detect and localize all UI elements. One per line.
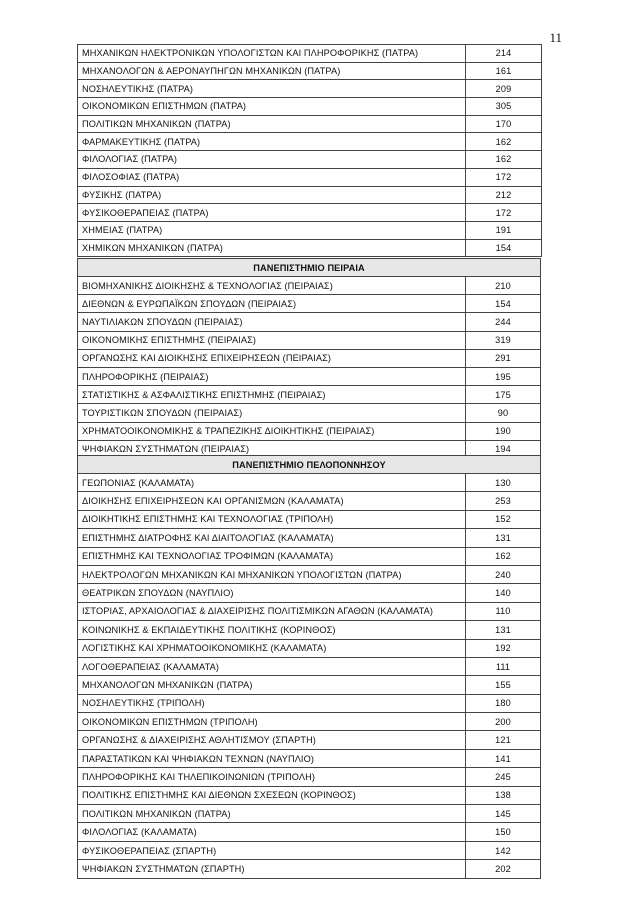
table-row [78,694,541,712]
base-score: 180 [466,694,541,712]
table-row [78,805,541,823]
base-score: 210 [466,277,541,295]
table-row [78,62,542,80]
base-score: 154 [466,295,541,313]
department-name: ΠΟΛΙΤΙΚΩΝ ΜΗΧΑΝΙΚΩΝ (ΠΑΤΡΑ) [78,115,466,133]
base-score: 214 [466,45,542,63]
department-name: ΜΗΧΑΝΟΛΟΓΩΝ ΜΗΧΑΝΙΚΩΝ (ΠΑΤΡΑ) [78,676,466,694]
department-name: ΟΡΓΑΝΩΣΗΣ & ΔΙΑΧΕΙΡΙΣΗΣ ΑΘΛΗΤΙΣΜΟΥ (ΣΠΑΡΤΗ) [78,731,466,749]
base-score: 150 [466,823,541,841]
table-row [78,786,541,804]
base-score: 192 [466,639,541,657]
table-row [78,860,541,878]
department-name: ΘΕΑΤΡΙΚΩΝ ΣΠΟΥΔΩΝ (ΝΑΥΠΛΙΟ) [78,584,466,602]
department-name: ΚΟΙΝΩΝΙΚΗΣ & ΕΚΠΑΙΔΕΥΤΙΚΗΣ ΠΟΛΙΤΙΚΗΣ (ΚΟΡΙΝΘΟΣ) [78,621,466,639]
page-number: 11 [549,30,562,45]
base-score: 245 [466,768,541,786]
department-name: ΝΑΥΤΙΛΙΑΚΩΝ ΣΠΟΥΔΩΝ (ΠΕΙΡΑΙΑΣ) [78,313,466,331]
base-score: 131 [466,529,541,547]
table-header-row [78,456,541,474]
base-score: 209 [466,80,542,98]
department-name: ΠΛΗΡΟΦΟΡΙΚΗΣ ΚΑΙ ΤΗΛΕΠΙΚΟΙΝΩΝΙΩΝ (ΤΡΙΠΟΛΗ) [78,768,466,786]
base-score: 162 [466,151,542,169]
department-name: ΦΥΣΙΚΟΘΕΡΑΠΕΙΑΣ (ΣΠΑΡΤΗ) [78,841,466,859]
department-name: ΨΗΦΙΑΚΩΝ ΣΥΣΤΗΜΑΤΩΝ (ΠΕΙΡΑΙΑΣ) [78,440,466,458]
department-name: ΔΙΟΙΚΗΣΗΣ ΕΠΙΧΕΙΡΗΣΕΩΝ ΚΑΙ ΟΡΓΑΝΙΣΜΩΝ (ΚΑΛΑΜΑΤΑ) [78,492,466,510]
department-name: ΛΟΓΙΣΤΙΚΗΣ ΚΑΙ ΧΡΗΜΑΤΟΟΙΚΟΝΟΜΙΚΗΣ (ΚΑΛΑΜΑΤΑ) [78,639,466,657]
department-name: ΙΣΤΟΡΙΑΣ, ΑΡΧΑΙΟΛΟΓΙΑΣ & ΔΙΑΧΕΙΡΙΣΗΣ ΠΟΛΙΤΙΣΜΙΚΩΝ ΑΓΑΘΩΝ (ΚΑΛΑΜΑΤΑ) [78,602,466,620]
table-row [78,547,541,565]
base-score: 142 [466,841,541,859]
base-score: 319 [466,331,541,349]
table-row [78,221,542,239]
table-row [78,239,542,257]
department-name: ΒΙΟΜΗΧΑΝΙΚΗΣ ΔΙΟΙΚΗΣΗΣ & ΤΕΧΝΟΛΟΓΙΑΣ (ΠΕΙΡΑΙΑΣ) [78,277,466,295]
table-row [78,98,542,116]
base-score: 110 [466,602,541,620]
department-name: ΦΙΛΟΛΟΓΙΑΣ (ΠΑΤΡΑ) [78,151,466,169]
table-row [78,602,541,620]
table-row [78,349,541,367]
base-score: 194 [466,440,541,458]
table-row [78,584,541,602]
table-row [78,510,541,528]
base-score: 152 [466,510,541,528]
base-score: 200 [466,713,541,731]
department-name: ΦΙΛΟΣΟΦΙΑΣ (ΠΑΤΡΑ) [78,168,466,186]
base-score: 202 [466,860,541,878]
department-name: ΔΙΕΘΝΩΝ & ΕΥΡΩΠΑΪΚΩΝ ΣΠΟΥΔΩΝ (ΠΕΙΡΑΙΑΣ) [78,295,466,313]
table-row [78,529,541,547]
base-score: 130 [466,474,541,492]
table-row [78,331,541,349]
table-row [78,639,541,657]
department-name: ΟΙΚΟΝΟΜΙΚΩΝ ΕΠΙΣΤΗΜΩΝ (ΤΡΙΠΟΛΗ) [78,713,466,731]
table-row [78,676,541,694]
base-score: 90 [466,404,541,422]
university-title: ΠΑΝΕΠΙΣΤΗΜΙΟ ΠΕΛΟΠΟΝΝΗΣΟΥ [78,456,541,474]
base-score: 175 [466,386,541,404]
base-score: 191 [466,221,542,239]
table-row [78,565,541,583]
department-name: ΧΡΗΜΑΤΟΟΙΚΟΝΟΜΙΚΗΣ & ΤΡΑΠΕΖΙΚΗΣ ΔΙΟΙΚΗΤΙΚΗΣ (ΠΕΙΡΑΙΑΣ) [78,422,466,440]
base-score: 161 [466,62,542,80]
department-name: ΧΗΜΕΙΑΣ (ΠΑΤΡΑ) [78,221,466,239]
department-name: ΝΟΣΗΛΕΥΤΙΚΗΣ (ΠΑΤΡΑ) [78,80,466,98]
base-score: 141 [466,749,541,767]
base-score: 195 [466,367,541,385]
department-name: ΣΤΑΤΙΣΤΙΚΗΣ & ΑΣΦΑΛΙΣΤΙΚΗΣ ΕΠΙΣΤΗΜΗΣ (ΠΕΙΡΑΙΑΣ) [78,386,466,404]
base-score: 162 [466,547,541,565]
table-row [78,367,541,385]
base-score: 162 [466,133,542,151]
table-row [78,80,542,98]
base-score: 244 [466,313,541,331]
department-name: ΠΑΡΑΣΤΑΤΙΚΩΝ ΚΑΙ ΨΗΦΙΑΚΩΝ ΤΕΧΝΩΝ (ΝΑΥΠΛΙΟ) [78,749,466,767]
department-name: ΠΟΛΙΤΙΚΗΣ ΕΠΙΣΤΗΜΗΣ ΚΑΙ ΔΙΕΘΝΩΝ ΣΧΕΣΕΩΝ (ΚΟΡΙΝΘΟΣ) [78,786,466,804]
base-score: 240 [466,565,541,583]
table-row [78,749,541,767]
base-score: 172 [466,168,542,186]
table-row [78,657,541,675]
department-name: ΕΠΙΣΤΗΜΗΣ ΔΙΑΤΡΟΦΗΣ ΚΑΙ ΔΙΑΙΤΟΛΟΓΙΑΣ (ΚΑΛΑΜΑΤΑ) [78,529,466,547]
department-name: ΟΙΚΟΝΟΜΙΚΩΝ ΕΠΙΣΤΗΜΩΝ (ΠΑΤΡΑ) [78,98,466,116]
base-score: 140 [466,584,541,602]
table-row [78,768,541,786]
base-score: 121 [466,731,541,749]
base-score: 190 [466,422,541,440]
table-row [78,151,542,169]
department-name: ΦΥΣΙΚΟΘΕΡΑΠΕΙΑΣ (ΠΑΤΡΑ) [78,204,466,222]
department-name: ΝΟΣΗΛΕΥΤΙΚΗΣ (ΤΡΙΠΟΛΗ) [78,694,466,712]
table-body [78,474,541,879]
table-row [78,713,541,731]
base-score: 172 [466,204,542,222]
table-row [78,731,541,749]
table-row [78,404,541,422]
base-score: 170 [466,115,542,133]
department-name: ΦΥΣΙΚΗΣ (ΠΑΤΡΑ) [78,186,466,204]
base-score: 212 [466,186,542,204]
base-score: 145 [466,805,541,823]
table-row [78,295,541,313]
department-name: ΛΟΓΟΘΕΡΑΠΕΙΑΣ (ΚΑΛΑΜΑΤΑ) [78,657,466,675]
table-body [78,45,542,257]
department-name: ΟΙΚΟΝΟΜΙΚΗΣ ΕΠΙΣΤΗΜΗΣ (ΠΕΙΡΑΙΑΣ) [78,331,466,349]
table-row [78,186,542,204]
table-header-row [78,259,541,277]
table-row [78,277,541,295]
department-name: ΜΗΧΑΝΟΛΟΓΩΝ & ΑΕΡΟΝΑΥΠΗΓΩΝ ΜΗΧΑΝΙΚΩΝ (ΠΑΤΡΑ) [78,62,466,80]
department-name: ΟΡΓΑΝΩΣΗΣ ΚΑΙ ΔΙΟΙΚΗΣΗΣ ΕΠΙΧΕΙΡΗΣΕΩΝ (ΠΕΙΡΑΙΑΣ) [78,349,466,367]
department-name: ΓΕΩΠΟΝΙΑΣ (ΚΑΛΑΜΑΤΑ) [78,474,466,492]
department-name: ΧΗΜΙΚΩΝ ΜΗΧΑΝΙΚΩΝ (ΠΑΤΡΑ) [78,239,466,257]
university-title: ΠΑΝΕΠΙΣΤΗΜΙΟ ΠΕΙΡΑΙΑ [78,259,541,277]
table-row [78,313,541,331]
base-score: 154 [466,239,542,257]
table-row [78,474,541,492]
table-row [78,45,542,63]
base-score: 111 [466,657,541,675]
base-score: 138 [466,786,541,804]
base-score: 291 [466,349,541,367]
department-name: ΦΑΡΜΑΚΕΥΤΙΚΗΣ (ΠΑΤΡΑ) [78,133,466,151]
piraeus-university-table [77,258,541,459]
table-row [78,841,541,859]
base-score: 155 [466,676,541,694]
peloponnese-university-table [77,455,541,879]
table-row [78,168,542,186]
table-row [78,492,541,510]
table-row [78,621,541,639]
department-name: ΗΛΕΚΤΡΟΛΟΓΩΝ ΜΗΧΑΝΙΚΩΝ ΚΑΙ ΜΗΧΑΝΙΚΩΝ ΥΠΟΛΟΓΙΣΤΩΝ (ΠΑΤΡΑ) [78,565,466,583]
table-row [78,823,541,841]
table-row [78,386,541,404]
department-name: ΔΙΟΙΚΗΤΙΚΗΣ ΕΠΙΣΤΗΜΗΣ ΚΑΙ ΤΕΧΝΟΛΟΓΙΑΣ (ΤΡΙΠΟΛΗ) [78,510,466,528]
department-name: ΕΠΙΣΤΗΜΗΣ ΚΑΙ ΤΕΧΝΟΛΟΓΙΑΣ ΤΡΟΦΙΜΩΝ (ΚΑΛΑΜΑΤΑ) [78,547,466,565]
table-row [78,204,542,222]
department-name: ΠΟΛΙΤΙΚΩΝ ΜΗΧΑΝΙΚΩΝ (ΠΑΤΡΑ) [78,805,466,823]
department-name: ΠΛΗΡΟΦΟΡΙΚΗΣ (ΠΕΙΡΑΙΑΣ) [78,367,466,385]
base-score: 131 [466,621,541,639]
base-score: 253 [466,492,541,510]
patras-continuation-table [77,44,542,257]
table-row [78,115,542,133]
table-row [78,422,541,440]
table-row [78,133,542,151]
department-name: ΤΟΥΡΙΣΤΙΚΩΝ ΣΠΟΥΔΩΝ (ΠΕΙΡΑΙΑΣ) [78,404,466,422]
department-name: ΦΙΛΟΛΟΓΙΑΣ (ΚΑΛΑΜΑΤΑ) [78,823,466,841]
department-name: ΨΗΦΙΑΚΩΝ ΣΥΣΤΗΜΑΤΩΝ (ΣΠΑΡΤΗ) [78,860,466,878]
table-body [78,277,541,459]
base-score: 305 [466,98,542,116]
department-name: ΜΗΧΑΝΙΚΩΝ ΗΛΕΚΤΡΟΝΙΚΩΝ ΥΠΟΛΟΓΙΣΤΩΝ ΚΑΙ ΠΛΗΡΟΦΟΡΙΚΗΣ (ΠΑΤΡΑ) [78,45,466,63]
